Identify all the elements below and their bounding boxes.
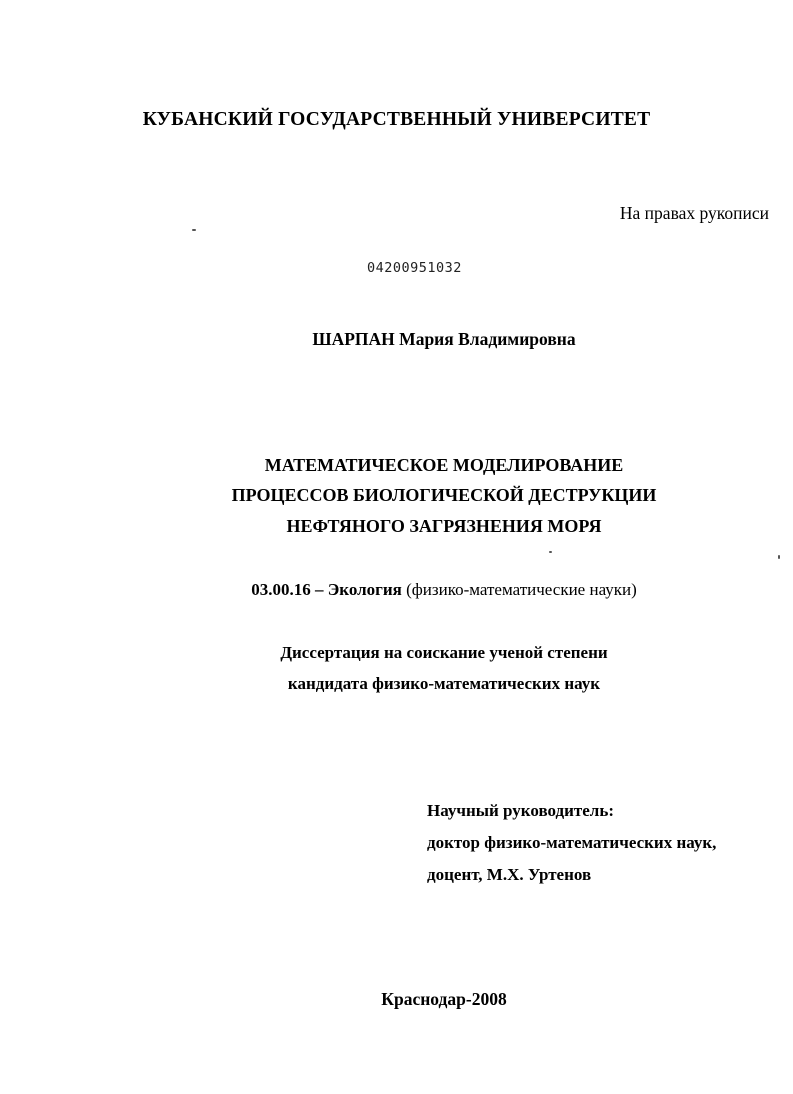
degree-line-2: кандидата физико-математических наук bbox=[287, 674, 601, 693]
specialty-code: 03.00.16 – Экология bbox=[251, 580, 402, 599]
scan-speck bbox=[549, 551, 552, 553]
supervisor-heading: Научный руководитель: bbox=[427, 801, 614, 820]
university-name: КУБАНСКИЙ ГОСУДАРСТВЕННЫЙ УНИВЕРСИТЕТ bbox=[142, 109, 651, 130]
manuscript-note: На правах рукописи bbox=[619, 203, 769, 223]
thesis-title-line-2: ПРОЦЕССОВ БИОЛОГИЧЕСКОЙ ДЕСТРУКЦИИ bbox=[231, 485, 657, 505]
specialty-field: (физико-математические науки) bbox=[406, 580, 637, 599]
thesis-title-line-3: НЕФТЯНОГО ЗАГРЯЗНЕНИЯ МОРЯ bbox=[286, 516, 602, 536]
author-name bbox=[0, 331, 793, 349]
supervisor-credentials: доктор физико-математических наук, bbox=[427, 833, 717, 852]
catalog-number: 04200951032 bbox=[367, 260, 462, 276]
author-surname: ШАРПАН bbox=[312, 329, 395, 349]
author-given-names: Мария Владимировна bbox=[399, 329, 576, 349]
scan-speck bbox=[192, 229, 196, 231]
thesis-title-line-1: МАТЕМАТИЧЕСКОЕ МОДЕЛИРОВАНИЕ bbox=[264, 455, 624, 475]
scan-speck bbox=[778, 555, 780, 559]
specialty bbox=[0, 581, 793, 598]
city-year: Краснодар-2008 bbox=[381, 989, 507, 1009]
degree-line-1: Диссертация на соискание ученой степени bbox=[280, 643, 608, 662]
supervisor-name: доцент, М.Х. Уртенов bbox=[427, 865, 592, 884]
